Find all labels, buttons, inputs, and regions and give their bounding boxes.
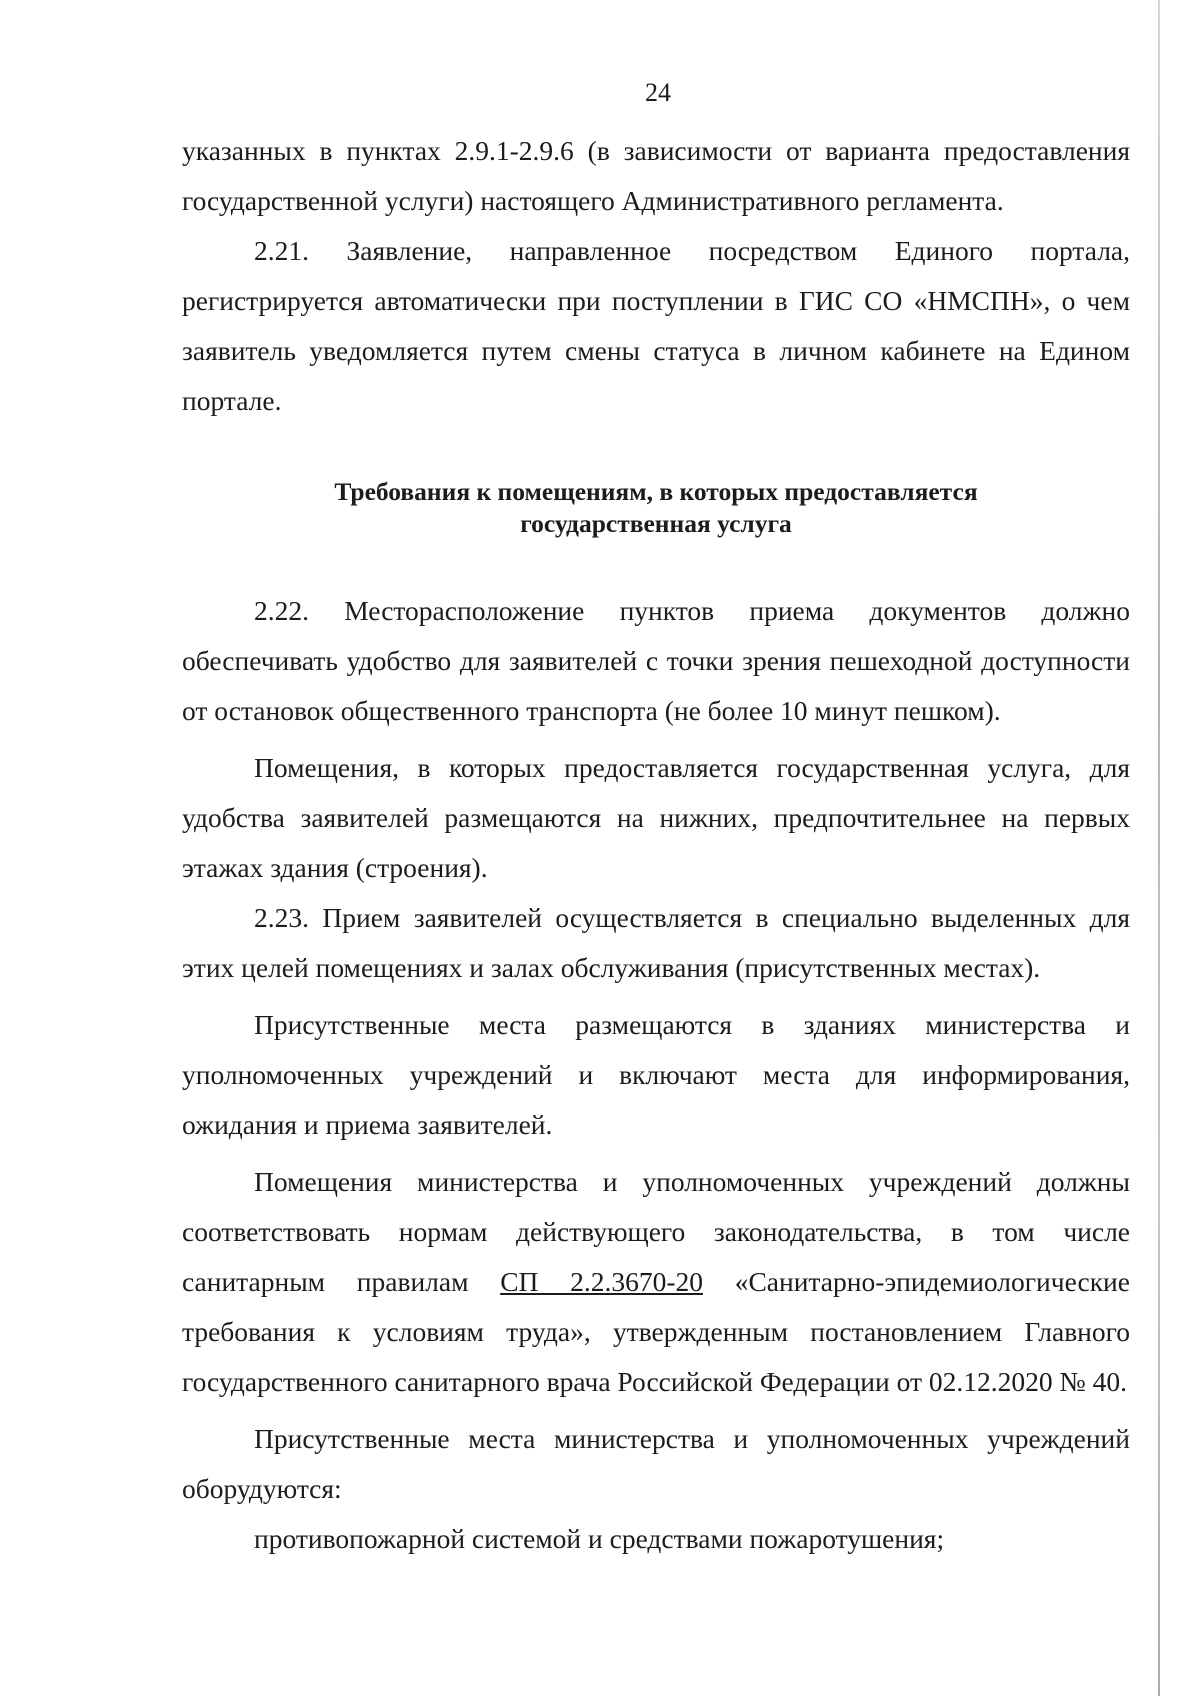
paragraph-fire-system: противопожарной системой и средствами пожаротушения; [254,1523,945,1554]
sanitary-text-start: Помещения министерства и уполномоченных учреждений должны соответствовать нормам действующего законодательства, в том числе санитарным правилам [182,1166,1130,1297]
paragraph-premises: Помещения, в которых предоставляется государственная услуга, для удобства заявителей размещаются на нижних, предпочтительнее на первых этажах здания (строения). [182,752,1130,883]
paragraph-2-22: 2.22. Месторасположение пунктов приема документов должно обеспечивать удобство для заявителей с точки зрения пешеходной доступности от остановок общественного транспорта (не более 10 минут пешком). [182,595,1130,726]
section-heading [182,476,1130,540]
page-number: 24 [645,78,671,107]
paragraph-2-23: 2.23. Прием заявителей осуществляется в специально выделенных для этих целей помещениях и залах обслуживания (присутственных местах). [182,902,1130,983]
paragraph-equipment: Присутственные места министерства и уполномоченных учреждений оборудуются: [182,1423,1130,1504]
sp-regulation-link[interactable]: СП 2.2.3670-20 [500,1266,703,1297]
paragraph-sanitary-rules [182,1157,1130,1407]
text-block-main [182,586,1130,1564]
paragraph-continuation: указанных в пунктах 2.9.1-2.9.6 (в зависимости от варианта предоставления государственной услуги) настоящего Административного регламента. [182,135,1130,216]
sanitary-text-end: «Санитарно-эпидемиологические требования к условиям труда», утвержденным постановлением Главного государственного санитарного врача Российской Федерации от 02.12.2020 № 40. [182,1266,1130,1397]
section-heading-line-2: государственная услуга [520,509,792,538]
paragraph-2-21: 2.21. Заявление, направленное посредством Единого портала, регистрируется автоматически при поступлении в ГИС СО «НМСПН», о чем заявитель уведомляется путем смены статуса в личном кабинете на Едином портале. [182,235,1130,416]
text-block-top [182,126,1130,426]
section-heading-line-1: Требования к помещениям, в которых предоставляется [334,477,978,506]
paragraph-public-places: Присутственные места размещаются в зданиях министерства и уполномоченных учреждений и включают места для информирования, ожидания и приема заявителей. [182,1009,1130,1140]
scan-edge-line [1158,0,1160,1696]
